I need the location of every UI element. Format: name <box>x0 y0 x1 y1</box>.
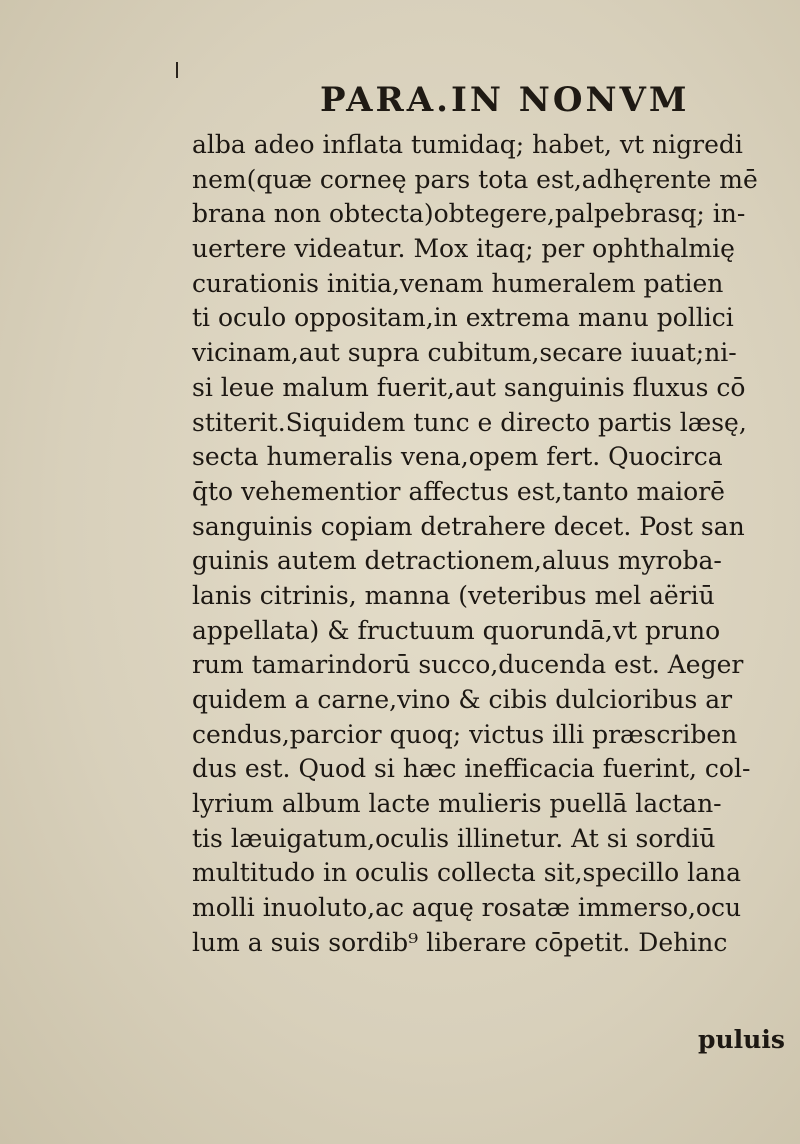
text-line: molli inuoluto,ac aquę rosatæ immerso,ocu <box>192 893 742 923</box>
text-line: lum a suis sordib⁹ liberare cōpetit. Dehinc <box>192 927 728 957</box>
text-line: quidem a carne,vino & cibis dulcioribus ar <box>192 685 733 714</box>
text-line: alba adeo inflata tumidaq; habet, vt nigredi <box>192 130 743 159</box>
running-header: PARA.IN NONVM <box>320 80 690 120</box>
text-line: nem(quæ corneę pars tota est,adhęrente mē <box>192 164 758 194</box>
text-line: si leue malum fuerit,aut sanguinis fluxus cō <box>192 372 746 402</box>
text-line: dus est. Quod si hæc inefficacia fuerint, col- <box>192 754 751 784</box>
text-line: cendus,parcior quoq; victus illi præscriben <box>192 719 738 749</box>
text-line: curationis initia,venam humeralem patien <box>192 268 724 298</box>
body-text <box>192 128 792 961</box>
text-line: secta humeralis vena,opem fert. Quocirca <box>192 442 723 472</box>
text-line: rum tamarindorū succo,ducenda est. Aeger <box>192 650 744 680</box>
catchword: puluis <box>698 1025 785 1054</box>
text-line: lyrium album lacte mulieris puellā lactan- <box>192 789 722 819</box>
text-line: ti oculo oppositam,in extrema manu pollici <box>192 303 734 333</box>
text-line: guinis autem detractionem,aluus myroba- <box>192 546 722 576</box>
text-line: brana non obtecta)obtegere,palpebrasq; in- <box>192 199 746 229</box>
text-line: sanguinis copiam detrahere decet. Post san <box>192 511 745 541</box>
text-line: vicinam,aut supra cubitum,secare iuuat;ni- <box>192 338 737 368</box>
text-line: multitudo in oculis collecta sit,specillo lana <box>192 858 742 888</box>
text-line: q̄to vehementior affectus est,tanto maiorē <box>192 476 725 506</box>
ink-mark <box>176 62 178 78</box>
text-line: tis læuigatum,oculis illinetur. At si sordiū <box>192 823 716 853</box>
text-line: lanis citrinis, manna (veteribus mel aëriū <box>192 580 715 610</box>
text-line: appellata) & fructuum quorundā,vt pruno <box>192 615 721 645</box>
text-line: stiterit.Siquidem tunc e directo partis læsę, <box>192 407 747 437</box>
text-line: uertere videatur. Mox itaq; per ophthalmię <box>192 234 735 264</box>
